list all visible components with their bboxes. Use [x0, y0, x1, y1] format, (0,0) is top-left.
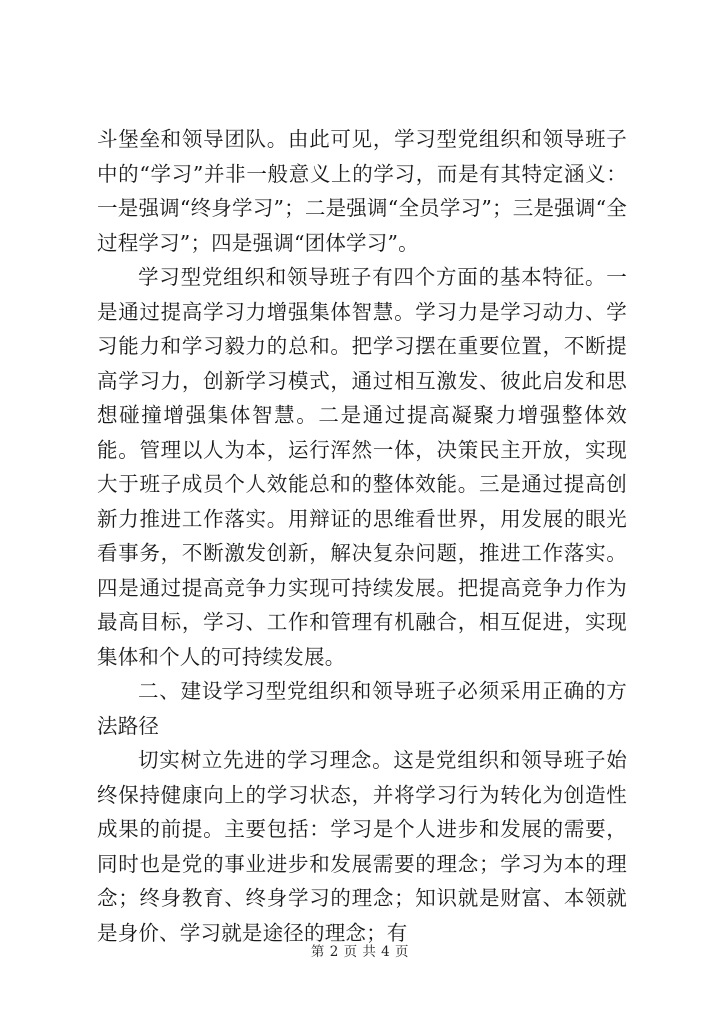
- page-number-footer: 第 2 页 共 4 页: [310, 944, 410, 960]
- document-body: [97, 122, 627, 950]
- section-heading: 二、建设学习型党组织和领导班子必须采用正确的方法路径: [97, 679, 627, 738]
- paragraph-features: 学习型党组织和领导班子有四个方面的基本特征。一是通过提高学习力增强集体智慧。学习力是学习动力、学习能力和学习毅力的总和。把学习摆在重要位置，不断提高学习力，创新学习模式，通过相互激发、彼此启发和思想碰撞增强集体智慧。二是通过提高凝聚力增强整体效能。管理以人为本，运行浑然一体，决策民主开放，实现大于班子成员个人效能总和的整体效能。三是通过提高创新力推进工作落实。用辩证的思维看世界，用发展的眼光看事务，不断激发创新，解决复杂问题，推进工作落实。四是通过提高竞争力实现可持续发展。把提高竞争力作为最高目标，学习、工作和管理有机融合，相互促进，实现集体和个人的可持续发展。: [97, 265, 627, 669]
- paragraph-continuation: 斗堡垒和领导团队。由此可见，学习型党组织和领导班子中的“学习”并非一般意义上的学习，而是有其特定涵义：一是强调“终身学习”；二是强调“全员学习”；三是强调“全过程学习”；四是强调“团体学习”。: [97, 127, 627, 255]
- paragraph-learning-concept: 切实树立先进的学习理念。这是党组织和领导班子始终保持健康向上的学习状态，并将学习行为转化为创造性成果的前提。主要包括：学习是个人进步和发展的需要，同时也是党的事业进步和发展需要的理念；学习为本的理念；终身教育、终身学习的理念；知识就是财富、本领就是身价、学习就是途径的理念；有: [97, 748, 627, 945]
